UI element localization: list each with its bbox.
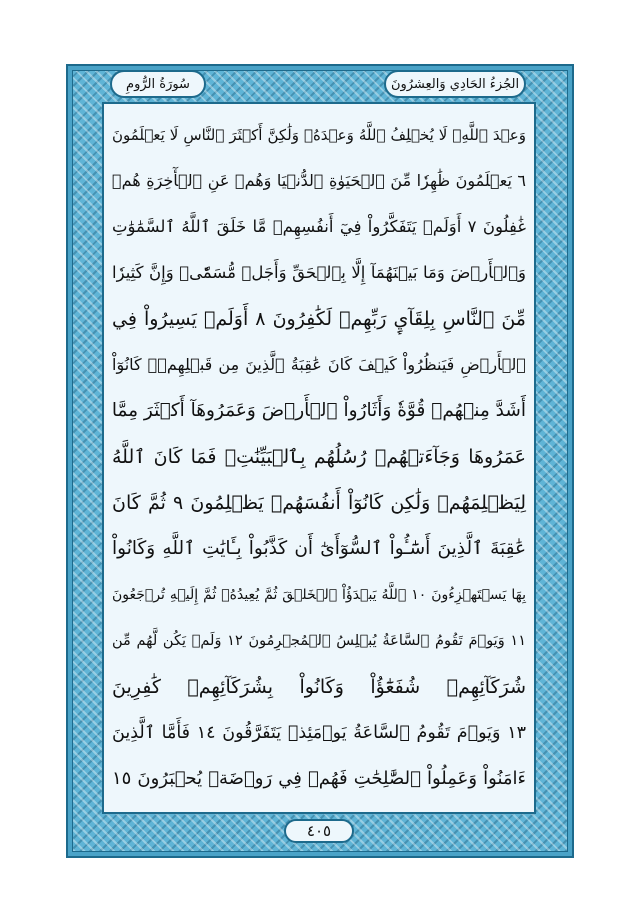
text-line-11: بِهَا يَسۡتَهۡزِءُونَ ١٠ ٱللَّهُ يَبۡدَؤُاْ ٱلۡخَلۡقَ ثُمَّ يُعِيدُهُۥ ثُمَّ إِلَيۡهِ تُرۡجَعُونَ [112, 587, 526, 603]
text-line-8: عَمَرُوهَا وَجَآءَتۡهُمۡ رُسُلُهُم بِٱلۡبَيِّنَٰتِۖ فَمَا كَانَ ٱللَّهُ [112, 446, 526, 468]
text-line-14: ١٣ وَيَوۡمَ تَقُومُ ٱلسَّاعَةُ يَوۡمَئِذٖ يَتَفَرَّقُونَ ١٤ فَأَمَّا ٱلَّذِينَ [112, 723, 526, 743]
text-line-2: ٦ يَعۡلَمُونَ ظَٰهِرٗا مِّنَ ٱلۡحَيَوٰةِ ٱلدُّنۡيَا وَهُمۡ عَنِ ٱلۡأٓخِرَةِ هُمۡ [112, 171, 526, 190]
text-line-3: غَٰفِلُونَ ٧ أَوَلَمۡ يَتَفَكَّرُواْ فِيٓ أَنفُسِهِمۗ مَّا خَلَقَ ٱللَّهُ ٱلسَّمَٰوَٰتِ [112, 217, 526, 236]
text-line-13: شُرَكَآئِهِمۡ شُفَعَٰٓؤُاْ وَكَانُواْ بِشُرَكَآئِهِمۡ كَٰفِرِينَ [112, 676, 526, 698]
text-line-12: ١١ وَيَوۡمَ تَقُومُ ٱلسَّاعَةُ يُبۡلِسُ ٱلۡمُجۡرِمُونَ ١٢ وَلَمۡ يَكُن لَّهُم مِّن [112, 633, 526, 649]
surah-name-header [110, 70, 206, 98]
text-line-10: عَٰقِبَةَ ٱلَّذِينَ أَسَٰٓـُٔواْ ٱلسُّوٓأَىٰٓ أَن كَذَّبُواْ بِـَٔايَٰتِ ٱللَّهِ وَكَانُواْ [112, 538, 526, 559]
page-number: ٤٠٥ [306, 822, 332, 840]
text-line-15: ءَامَنُواْ وَعَمِلُواْ ٱلصَّٰلِحَٰتِ فَهُمۡ فِي رَوۡضَةٖ يُحۡبَرُونَ ١٥ [112, 768, 526, 789]
surah-name-label: سُورَةُ الرُّومِ [126, 76, 190, 92]
juz-name-header [384, 70, 526, 98]
text-line-9: لِيَظۡلِمَهُمۡ وَلَٰكِن كَانُوٓاْ أَنفُسَهُمۡ يَظۡلِمُونَ ٩ ثُمَّ كَانَ [112, 492, 526, 514]
text-line-4: وَٱلۡأَرۡضَ وَمَا بَيۡنَهُمَآ إِلَّا بِٱلۡحَقِّ وَأَجَلٖ مُّسَمّٗىۗ وَإِنَّ كَثِيرٗا [112, 263, 526, 282]
page-number-badge [284, 819, 354, 843]
text-line-7: أَشَدَّ مِنۡهُمۡ قُوَّةٗ وَأَثَارُواْ ٱلۡأَرۡضَ وَعَمَرُوهَآ أَكۡثَرَ مِمَّا [111, 400, 526, 421]
text-line-1: وَعۡدَ ٱللَّهِۖ لَا يُخۡلِفُ ٱللَّهُ وَعۡدَهُۥ وَلَٰكِنَّ أَكۡثَرَ ٱلنَّاسِ لَا يَعۡلَمُونَ [112, 126, 526, 144]
text-line-5: مِّنَ ٱلنَّاسِ بِلِقَآيِٕ رَبِّهِمۡ لَكَٰفِرُونَ ٨ أَوَلَمۡ يَسِيرُواْ فِي [112, 308, 526, 330]
verse-text-block [112, 112, 526, 802]
juz-name-label: الجُزءُ الحَادِي وَالعِشرُونَ [390, 76, 520, 92]
text-line-6: ٱلۡأَرۡضِ فَيَنظُرُواْ كَيۡفَ كَانَ عَٰقِبَةُ ٱلَّذِينَ مِن قَبۡلِهِمۡۚ كَانُوٓاْ [112, 355, 526, 374]
